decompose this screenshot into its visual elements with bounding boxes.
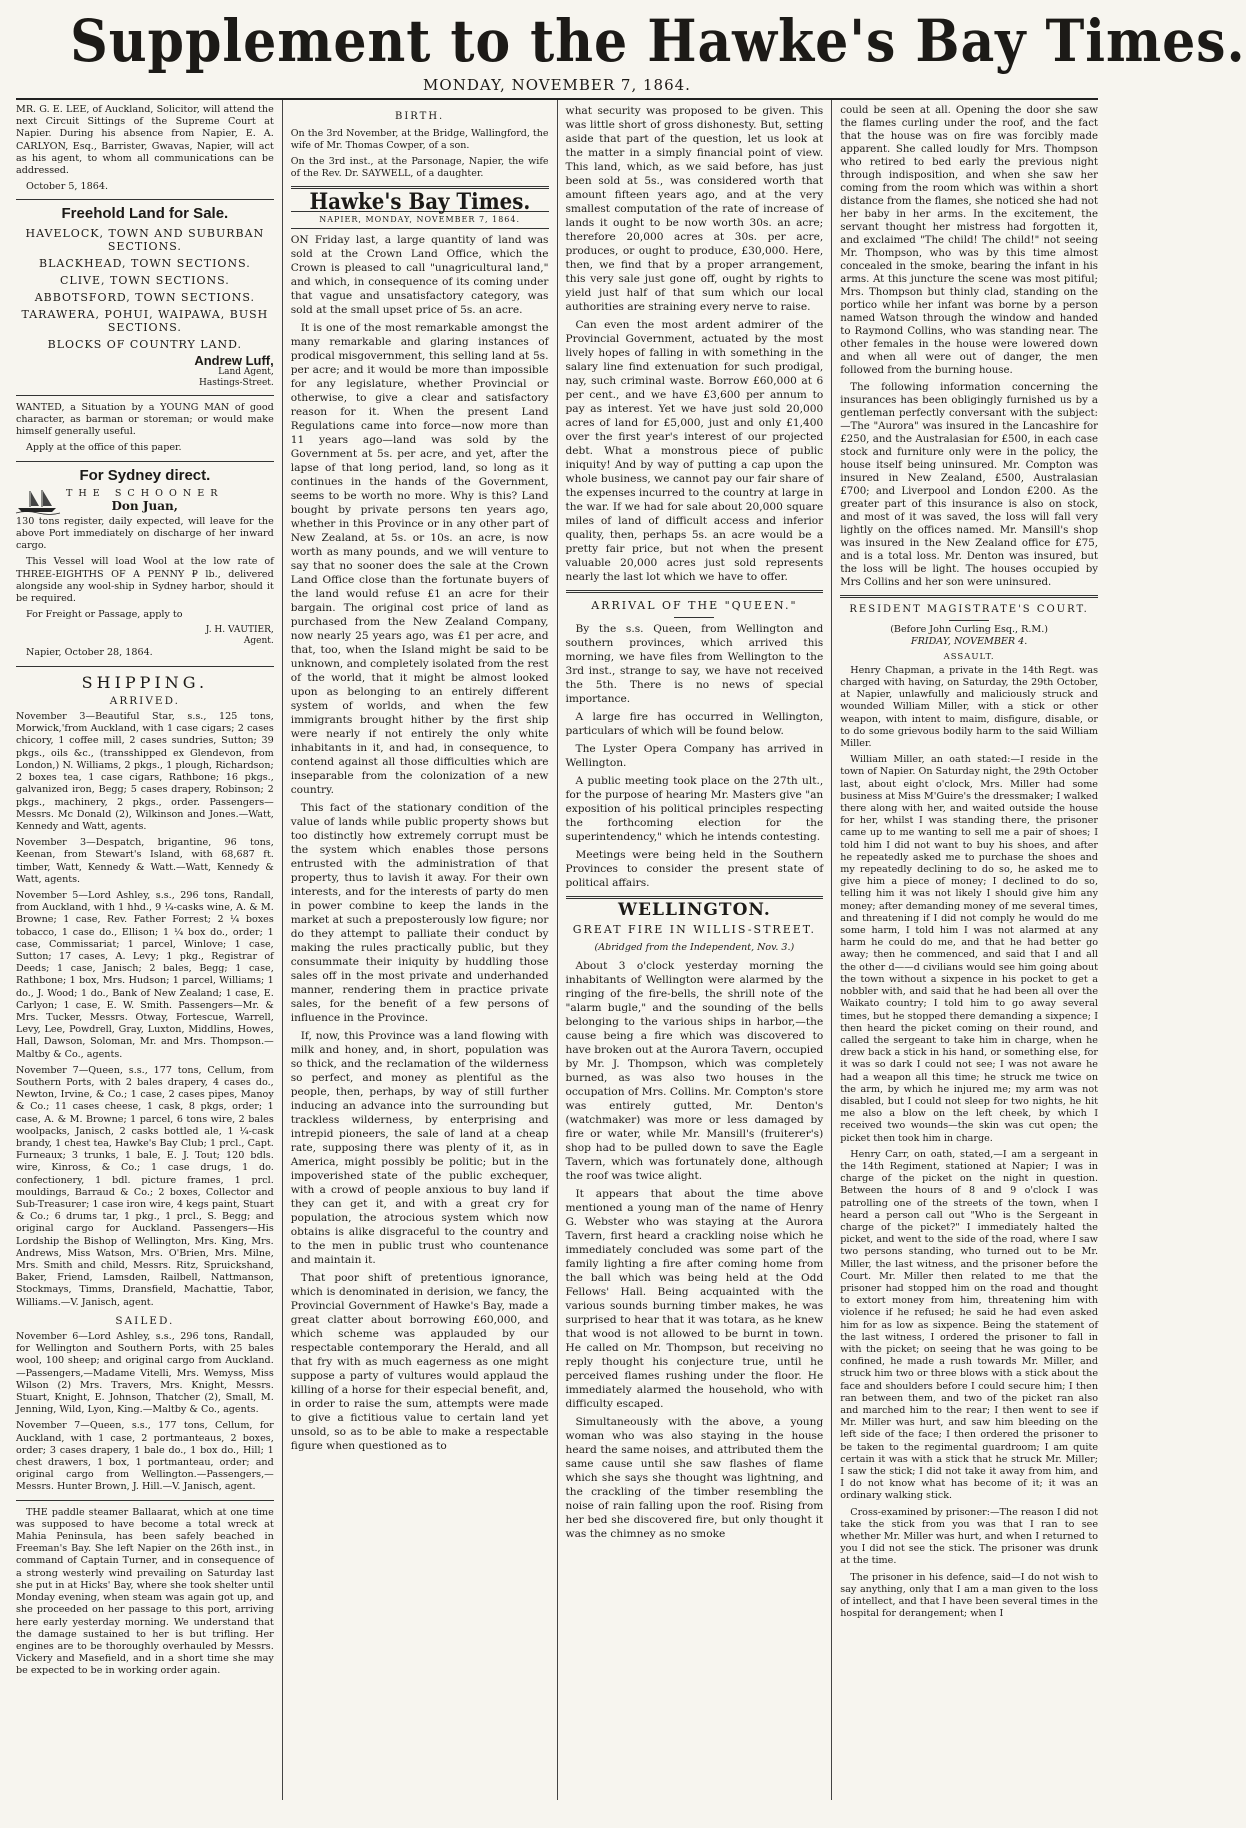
agent-name: Andrew Luff, [194,352,274,368]
queen-paragraph: A large fire has occurred in Wellington, particulars of which will be found below. [565,711,824,737]
agent-street: Hastings-Street. [198,377,274,388]
land-item: BLOCKS OF COUNTRY LAND. [47,337,243,351]
editorial-paragraph: If, now, this Province was a land flowing with milk and honey, and, in short, population was so thick, and the reclamation of the wilderness so perfect, and money as plentiful as the people, then, perhaps, by way of still further inducing an advance into the surrounding but trackless wilderness, by enterprising and intrepid pioneers, the sale of land at a cheap rate, supposing there was plenty of it, as in America, might possibly be politic; but in the impoverished state of the public exchequer, with a crowd of people anxious to buy land if they can get it, and with a great cry for population, the atrocious system which now obtains is alike disgraceful to the country and to the men in public trust who countenance and maintain it. [290,1030,549,1266]
schooner-agent: J. H. VAUTIER, [205,625,274,636]
queen-paragraph: Meetings were being held in the Southern Provinces to consider the present state of political affairs. [565,849,824,889]
editorial-masthead: Hawke's Bay Times. [309,189,531,215]
court-paragraph: Cross-examined by prisoner:—The reason I did not take the stick from you was that I ran to see whether Mr. Miller was hurt, and when I returned to you I did not see the stick. The prisoner was drunk at the time. [840,1506,1098,1567]
land-item: BLACKHEAD, TOWN SECTIONS. [39,256,251,270]
masthead-date: MONDAY, NOVEMBER 7, 1864. [423,76,691,94]
divider [16,666,274,667]
land-item: CLIVE, TOWN SECTIONS. [59,273,230,287]
queen-heading: ARRIVAL OF THE "QUEEN." [591,599,798,612]
arrival-entry: November 5—Lord Ashley, s.s., 296 tons, Randall, from Auckland, with 1 hhd., 9 ¼-casks wine, A. & M. Browne; 1 case, Rev. Father Forrest; 2 ¼ boxes tobacco, 1 case do., Ellison; 1 ¼ box do., order; 1 case, Commissariat; 1 parcel, Winlove; 1 case, Sutton; 17 cases, A. Levy; 1 pkg., Registrar of Deeds; 1 case, Janisch; 2 bales, Begg; 1 case, Rathbone; 1 box, Mrs. Hudson; 1 parcel, Williams; 1 do., J. Wood; 1 do., Bank of New Zealand; 1 case, E. Carlyon; 1 case, E. W. Smith. Passengers—Mr. & Mrs. Tucker, Messrs. Otway, Fortescue, Warrell, Levy, Lee, Powdrell, Gray, Luxton, Middlins, Howes, Hall, Dawson, Soloman, Mr. and Mrs. Thompson.—Maltby & Co., agents. [16,889,274,1060]
ballaarat-note: THE paddle steamer Ballaarat, which at one time was supposed to have become a total wreck at Mahia Peninsula, has been safely beached in Freeman's Bay. She left Napier on the 26th inst., in command of Captain Turner, and in consequence of a strong westerly wind prevailing on Saturday last she put in at Hicks' Bay, where she took shelter until Monday evening, when steam was again got up, and she proceeded on her passage to this port, arriving here early yesterday morning. We understand that the damage sustained to her is but trifling. Her engines are to be thoroughly overhauled by Messrs. Vickery and Masefield, and in a short time she may be expected to be in working order again. [16,1506,274,1677]
column-1 [16,100,282,1800]
court-before: (Before John Curling Esq., R.M.) [890,624,1049,636]
wellington-heading: WELLINGTON. [566,896,824,917]
court-heading: RESIDENT MAGISTRATE'S COURT. [849,604,1089,615]
agent-title: Land Agent, [218,366,274,377]
column-2 [282,100,557,1800]
fire-paragraph: could be seen at all. Opening the door she saw the flames curling under the roof, and the fact that the house was on fire was forcibly made apparent. She called loudly for Mrs. Thompson who retired to bed early the previous night through indisposition, and when she saw her coming from the room which was within a short distance from the flames, she noticed she had not her baby in her arms. In the excitement, the servant thought her mistress had forgotten it, and exclaimed "The child! The child!" not seeing Mr. Thompson, who was by this time almost concealed in the smoke, bearing the infant in his arms. At this juncture the scene was most pitiful; Mrs. Thompson but thinly clad, standing on the portico while her infant was borne by a person named Watson through the window and handed to Raymond Collins, who was standing near. The other females in the house were lowered down and when all were out of danger, the men followed from the burning house. [840,105,1098,376]
divider [674,617,714,618]
schooner-name: Don Juan, [111,499,178,514]
birth-heading: BIRTH. [395,111,445,122]
fire-paragraph: The following information concerning the insurances has been obligingly furnished us by a gentleman perfectly conversant with the subject:—The "Aurora" was insured in the Lancashire for £250, and the Australasian for £500, in each case stock and furniture only were in the policy, the house itself being uninsured. Mr. Compton was insured in New Zealand, £500, Australasian £700; and Liverpool and London £200. As the greater part of this insurance is also on stock, and most of it was saved, the loss will fall very lightly on the offices named. Mr. Mansill's shop was insured in the New Zealand office for £75, and is a total loss. Mr. Denton was insured, but the loss will be light. The houses occupied by Mrs Collins and her son were uninsured. [840,382,1098,588]
column-4 [831,100,1098,1800]
divider [16,199,274,200]
queen-paragraph: A public meeting took place on the 27th ult., for the purpose of hearing Mr. Masters give "an exposition of his political principles respecting the forthcoming election for the superintendency," which he intends contesting. [565,775,824,843]
schooner-line: THE SCHOONER [66,487,224,499]
masthead-title: Supplement to the Hawke's Bay Times. [70,7,1246,75]
schooner-agent-title: Agent. [243,636,274,647]
sailed-heading: SAILED. [115,1314,175,1327]
schooner-text: 130 tons register, daily expected, will leave for the above Port immediately on discharge of her inward cargo. [16,515,274,552]
wanted-ad: WANTED, a Situation by a YOUNG MAN of good character, as barman or storeman; or would make himself generally useful. [16,401,274,438]
sailed-entry: November 7—Queen, s.s., 177 tons, Cellum, for Auckland, with 1 case, 2 portmanteaus, 2 boxes, order; 3 cases drapery, 1 bale do., 1 box do., Hill; 1 chest drawers, 1 box, 1 portmanteau, order; and original cargo from Wellington.—Passengers,—Messrs. Hunter Brown, J. Hill.—V. Janisch, agent. [16,1420,274,1493]
ship-icon [16,488,60,514]
fire-paragraph: It appears that about the time above mentioned a young man of the name of Henry G. Webster who was staying at the Aurora Tavern, first heard a crackling noise which he immediately concluded was some part of the family lighting a fire after coming home from the ball which was being held at the Odd Fellows' Hall. Being acquainted with the various sounds burning timber makes, he was surprised to hear that it was totara, as he knew that wood is not allowed to be burnt in town. He called on Mr. Thompson, but receiving no reply thought his conjecture true, until he perceived flames rushing under the floor. He immediately alarmed the household, who with difficulty escaped. [565,1188,824,1410]
editorial-paragraph: what security was proposed to be given. This was little short of gross dishonesty. But, setting aside that part of the question, let us look at the matter in a simply financial point of view. This land, which, as we said before, has just been sold at 5s., was considered worth that amount fifteen years ago, and at the very smallest computation of the rate of increase of lands it ought to be now worth 30s. an acre; therefore 20,000 acres at 30s. per acre, produces, or ought to produce, £30,000. Here, then, we find that by a proper arrangement, this very sale just gone off, ought by rights to yield just half of that sum which our local authorities are straining every nerve to raise. [565,105,824,313]
schooner-ad [16,488,274,514]
divider [16,461,274,462]
land-item: ABBOTSFORD, TOWN SECTIONS. [34,290,256,304]
arrived-heading: ARRIVED. [109,694,180,707]
birth-notice: On the 3rd November, at the Bridge, Wallingford, the wife of Mr. Thomas Cowper, of a son. [290,128,549,151]
court-paragraph: The prisoner in his defence, said—I do not wish to say anything, only that I am a man given to the loss of intellect, and that I have been several times in the hospital for derangement; when I [840,1571,1098,1620]
editorial-paragraph: Can even the most ardent admirer of the Provincial Government, actuated by the most lively hopes of falling in with something in the salary line find extenuation for such prodigal, nay, such criminal waste. Borrow £60,000 at 6 per cent., and we have £3,600 per annum to pay as interest. Yet we have just sold 20,000 acres of land for £5,000, just and only £1,400 over the first year's interest of our projected debt. What a monstrous piece of public iniquity! And by way of putting a cap upon the whole business, we cannot pay our fair share of the expenses incurred to the country at large in the war. If we had for sale about 20,000 square miles of land of difficult access and inferior quality, then, perhaps 5s. an acre would be a pretty fair price, but not when the present valuable 20,000 acres just sold represents nearly the last lot which we have to offer. [565,319,824,583]
freehold-heading: Freehold Land for Sale. [61,205,229,223]
arrival-entry: November 7—Queen, s.s., 177 tons, Cellum, from Southern Ports, with 2 bales drapery, 4 cases do., Newton, Irvine, & Co.; 1 case, 2 cases pipes, Manoy & Co.; 11 cases cheese, 1 cask, 8 pkgs, order; 1 case, A. & M. Browne; 1 parcel, 6 tons wire, 2 bales woolpacks, Janisch, 2 casks bottled ale, 1 ¼-cask brandy, 1 chest tea, Hawke's Bay Club; 1 prcl., Capt. Furneaux; 3 trunks, 1 bale, E. J. Tout; 120 bdls. wire, Kinross, & Co.; 1 case drugs, 1 do. confectionery, 1 bdl. picture frames, 1 prcl. mouldings, Barraud & Co.; 2 boxes, Collector and Sub-Treasurer; 1 case iron wire, 4 kegs paint, Stuart & Co.; 6 drums tar, 1 pkg., 1 prcl., S. Begg; and original cargo for Auckland. Passengers—His Lordship the Bishop of Wellington, Mrs. King, Mrs. Andrews, Miss Watson, Mrs. O'Brien, Mrs. Milne, Mrs. Smith and child, Messrs. Ritz, Spruickshand, Baker, Friend, Lamsden, Railbell, Nattmanson, Stockmays, Timms, Dransfield, Machattie, Tabor, Williams.—V. Janisch, agent. [16,1064,274,1308]
court-paragraph: William Miller, an oath stated:—I reside in the town of Napier. On Saturday night, the 29th October last, about eight o'clock, Mrs. Miller had some business at Miss M'Guire's the dressmaker; I walked there along with her, and waited outside the house for her, whilst I was standing there, the prisoner came up to me wanting to sell me a pair of shoes; I told him I did not want to buy his shoes, and after he repeatedly asked me to purchase the shoes and my repeatedly declining to do so, he asked me to give him a piece of money; I declined to do so, telling him it was not likely I should give him any money; after demanding money of me several times, and threatening if I did not comply he would do me some harm, I told him I was not alarmed at any harm he could do me, and that he had better go away; then he commenced, and said that I and all the other d——d civilians would see him going about the town without a sixpence in his pocket to get a nobbler with, and said that he had been all over the Waikato country; I told him to go away several times, but he stopped there demanding a sixpence; I then heard the picket coming on their round, and called the sergeant to take him in charge, when he drew back a stick in his hand, or something else, for it was so dark I could not see; I was not aware he had a weapon all this time; he struck me twice on the arm, by which he injured me; my arm was not disabled, but I could not sleep for two nights, he hit me also a blow on the left cheek, by which I received two wounds—the skin was cut open; the picket then took him in charge. [840,754,1098,1144]
court-date: FRIDAY, NOVEMBER 4. [910,636,1028,648]
court-paragraph: Henry Chapman, a private in the 14th Regt. was charged with having, on Saturday, the 29th October, at Napier, unlawfully and maliciously struck and wounded William Miller, with a stick or other weapon, with intent to maim, disfigure, disable, or to do some grievous bodily harm to the said William Miller. [840,664,1098,750]
editorial-date: NAPIER, MONDAY, NOVEMBER 7, 1864. [291,211,549,229]
land-item: TARAWERA, POHUI, WAIPAWA, BUSH SECTIONS. [21,307,269,334]
sailed-entry: November 6—Lord Ashley, s.s., 296 tons, Randall, for Wellington and Southern Ports, with 25 bales wool, 100 sheep; and original cargo from Auckland.—Passengers,—Madame Vitelli, Mrs. Wemyss, Miss Wilson (2) Mrs. Travers, Mrs. Knight, Messrs. Stuart, Knight, E. Johnson, Thatcher (2), Small, M. Jenning, Wild, Lyon, King.—Maltby & Co., agents. [16,1331,274,1416]
queen-paragraph: By the s.s. Queen, from Wellington and southern provinces, which arrived this morning, we have files from Wellington to the 3rd inst., strange to say, we have not received the 5th. There is no news of special importance. [565,623,824,705]
wanted-apply: Apply at the office of this paper. [26,442,182,454]
arrival-entry: November 3—Beautiful Star, s.s., 125 tons, Morwick,'from Auckland, with 1 case cigars; 2 cases chicory, 1 coffee mill, 2 cases sundries, Sutton; 39 pkgs., oils &c., (transshipped ex Glendevon, from London,) N. Williams, 2 pkgs., 1 plough, Richardson; 2 boxes tea, 1 case cigars, Rathbone; 16 pkgs., galvanized iron, Begg; 5 cases drapery, Robinson; 2 pkgs., machinery, 2 pkgs., order. Passengers—Messrs. Mc Donald (2), Wilkinson and Jones.—Watt, Kennedy and Watt, agents. [16,711,274,832]
fire-paragraph: Simultaneously with the above, a young woman who was also staying in the house heard the same noises, and attributed them the same cause until she saw flashes of flame which she says she thought was lightning, and the crackling of the timber resembling the noise of rain falling upon the roof. Rising from her bed she discovered fire, but only thought it was the chimney as no smoke [565,1416,824,1540]
shipping-heading: SHIPPING. [81,672,209,692]
schooner-wool: This Vessel will load Wool at the low rate of THREE-EIGHTHS OF A PENNY ₽ lb., delivered alongside any wool-ship in Sydney harbor, should it be required. [16,556,274,605]
land-item: HAVELOCK, TOWN AND SUBURBAN SECTIONS. [25,226,265,253]
column-3 [557,100,832,1800]
notice-lee: MR. G. E. LEE, of Auckland, Solicitor, will attend the next Circuit Sittings of the Supreme Court at Napier. During his absence from Napier, E. A. CARLYON, Esq., Barrister, Gwavas, Napier, will act as his agent, to whom all communications can be addressed. [16,104,274,177]
schooner-apply: For Freight or Passage, apply to [26,609,183,621]
editorial-paragraph: That poor shift of pretentious ignorance, which is denominated in derision, we fancy, the Provincial Government of Hawke's Bay, made a great clatter about borrowing £60,000, and which scheme was applauded by our respectable contemporary the Herald, and all that fry with as much eagerness as one might suppose a party of vultures would applaud the killing of a horse for their especial benefit, and, in order to raise the sum, attempts were made to give a fictitious value to certain land yet unsold, so as to be able to make a respectable figure when questioned as to [290,1272,549,1452]
court-paragraph: Henry Carr, on oath, stated,—I am a sergeant in the 14th Regiment, stationed at Napier; I was in charge of the picket on the night in question. Between the hours of 8 and 9 o'clock I was patrolling one of the streets of the town, when I heard a person call out "Who is the Sergeant in charge of the picket?" I immediately halted the picket, and went to the side of the road, where I saw two persons standing, who turned out to be Mr. Miller, the last witness, and the prisoner before the Court. Mr. Miller then related to me that the prisoner had stopped him on the road and thought to extort money from him, threatening him with violence if he refused; he said he had even asked him for as low as sixpence. Being the statement of the last witness, I ordered the prisoner to fall in with the picket; on seeing that he was going to be confined, he made a rush towards Mr. Miller, and struck him two or three blows with a stick about the face and shoulders before I could secure him; I then ran between them, and two of the picket ran also and marched him to the rear; I then went to see if Mr. Miller was hurt, and saw him bleeding on the left side of the face; I then ordered the prisoner to be taken to the regimental guardroom; I am quite certain it was with a stick that he struck Mr. Miller; I saw the stick; I did not take it away from him, and I do not know what has become of it; it was an ordinary walking stick. [840,1148,1098,1502]
editorial-paragraph: ON Friday last, a large quantity of land was sold at the Crown Land Office, which the Crown is pleased to call "unagricultural land," and which, in consequence of its coming under that vague and unsatisfactory category, was sold at the small upset price of 5s. an acre. [290,234,549,316]
schooner-date: Napier, October 28, 1864. [26,647,153,659]
divider [840,595,1098,598]
notice-lee-date: October 5, 1864. [26,181,108,193]
divider [566,590,824,593]
fire-paragraph: About 3 o'clock yesterday morning the inhabitants of Wellington were alarmed by the ringing of the fire-bells, the shrill note of the "alarm bugle," and the sounding of the bells belonging to the various ships in harbor,—the cause being a fire which was discovered to have broken out at the Aurora Tavern, occupied by Mr. J. Thompson, which was completely burned, as was also two houses in the occupation of Mrs. Collins. Mr. Compton's store was entirely gutted, Mr. Denton's (watchmaker) was more or less damaged by fire or water, while Mr. Mansill's (fruiterer's) shop had to be pulled down to save the Eagle Tavern, which was fortunately done, although the roof was twice alight. [565,960,824,1182]
fire-heading: GREAT FIRE IN WILLIS-STREET. [572,923,816,936]
editorial-paragraph: It is one of the most remarkable amongst the many remarkable and glaring instances of prodical misgovernment, this selling land at 5s. per acre; and it would be more than impossible for any legislature, whether Provincial or otherwise, to give a clear and satisfactory reason for it. When the present Land Regulations came into force—now more than 11 years ago—land was sold by the Government at 5s. per acre, and yet, after the lapse of that long period, land, so long as it continues in the hands of the Government, seems to be worth no more. Why is this? Land bought by private persons ten years ago, whether in this Province or in any other part of New Zealand, at 5s. or 10s. an acre, is now worth as many pounds, and we will venture to say that no sooner does the sale at the Crown Land Office close than the fortunate buyers of the land would refuse £1 an acre for their bargain. The original cost price of land as purchased from the New Zealand Company, now nearly 25 years ago, was £1 per acre, and that, too, when the Island might be said to be unknown, and completely isolated from the rest of the world, that it might be almost looked upon as belonging to an entirely different system of worlds, and when the few immigrants brought hither by the first ship were nearly if not entirely the only white inhabitants in it, and had, in consequence, to contend against all those difficulties which are inseparable from the colonization of a new country. [290,322,549,796]
editorial-paragraph: This fact of the stationary condition of the value of lands while public property shows but too distinctly how extremely corrupt must be the system which enables those persons entrusted with the administration of that property, thus to lavish it away. For their own interests, and for the interests of party do men in power combine to keep the lands in the market at such a preposterously low figure; nor do they attempt to palliate their conduct by making the rules practically public, but they consummate their iniquity by huddling those sales off in the most private and underhanded manner, rendering them in practice private sales, for the benefit of a few persons of influence in the Province. [290,802,549,1024]
assault-heading: ASSAULT. [943,651,995,662]
birth-notice: On the 3rd inst., at the Parsonage, Napier, the wife of the Rev. Dr. SAYWELL, of a daughter. [290,156,549,179]
divider [16,395,274,396]
columns [16,100,1098,1800]
arrival-entry: November 3—Despatch, brigantine, 96 tons, Keenan, from Stewart's Island, with 68,687 ft. timber, Watt, Kennedy & Watt.—Watt, Kennedy & Watt, agents. [16,837,274,885]
sydney-heading: For Sydney direct. [79,466,211,484]
abridged-note: (Abridged from the Independent, Nov. 3.) [594,942,795,953]
divider [949,620,989,621]
divider [16,1500,274,1501]
queen-paragraph: The Lyster Opera Company has arrived in Wellington. [565,743,824,769]
